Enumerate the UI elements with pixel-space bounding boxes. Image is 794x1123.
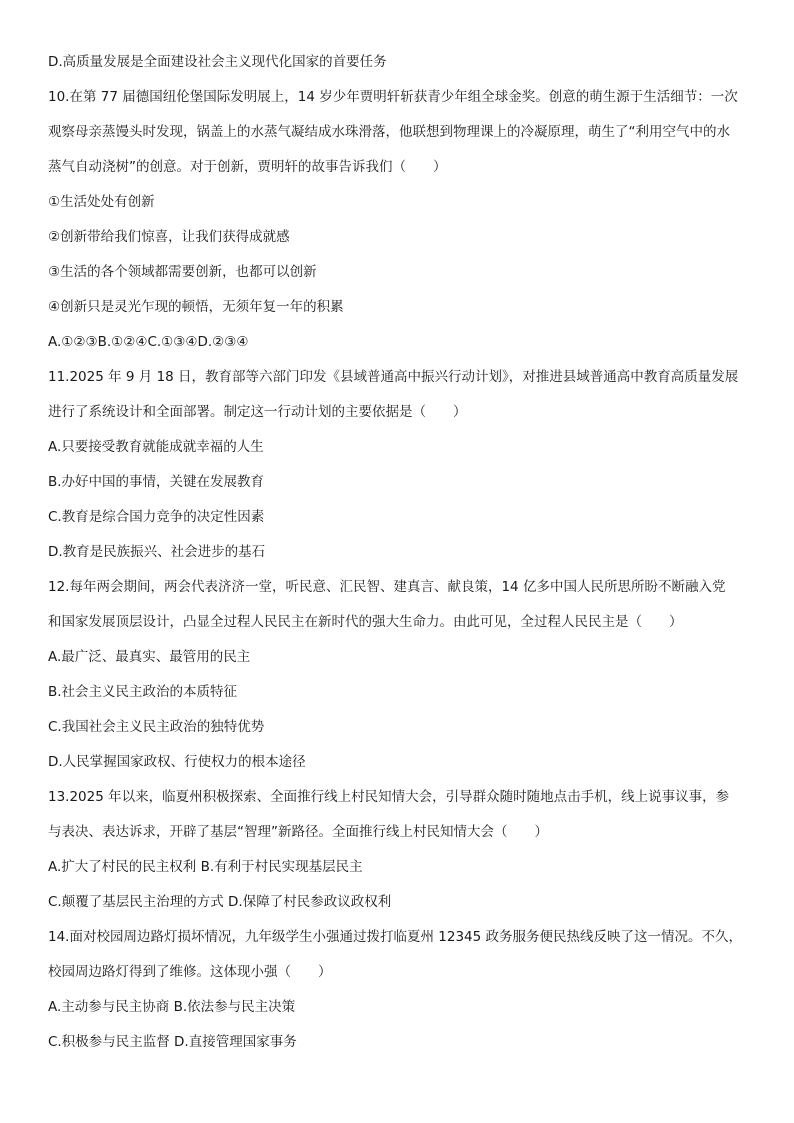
question-11-option-c: C.教育是综合国力竞争的决定性因素 [48, 509, 265, 525]
question-14-stem-line-1: 14.面对校园周边路灯损坏情况，九年级学生小强通过拨打临夏州 12345 政务服务便民热线反映了这一情况。不久， [48, 929, 742, 945]
question-11-option-a: A.只要接受教育就能成就幸福的人生 [48, 439, 264, 455]
question-11-stem-line-1: 11.2025 年 9 月 18 日，教育部等六部门印发《县域普通高中振兴行动计划》，对推进县域普通高中教育高质量发展 [48, 369, 739, 385]
question-10-options: A.①②③B.①②④C.①③④D.②③④ [48, 334, 249, 350]
question-13-options-cd: C.颠覆了基层民主治理的方式 D.保障了村民参政议政权利 [48, 894, 392, 910]
question-11-option-d: D.教育是民族振兴、社会进步的基石 [48, 544, 266, 560]
question-13-options-ab: A.扩大了村民的民主权利 B.有利于村民实现基层民主 [48, 859, 363, 875]
question-12-option-d: D.人民掌握国家政权、行使权力的根本途径 [48, 754, 306, 770]
question-14-options-ab: A.主动参与民主协商 B.依法参与民主决策 [48, 999, 296, 1015]
question-10-statement-1: ①生活处处有创新 [48, 194, 155, 210]
question-10-stem-line-3: 蒸气自动浇树”的创意。对于创新，贾明轩的故事告诉我们（ ） [48, 159, 447, 175]
question-12-option-a: A.最广泛、最真实、最管用的民主 [48, 649, 251, 665]
question-10-stem-line-1: 10.在第 77 届德国纽伦堡国际发明展上，14 岁少年贾明轩斩获青少年组全球金奖。创意的萌生源于生活细节：一次 [48, 89, 738, 105]
question-13-stem-line-1: 13.2025 年以来，临夏州积极探索、全面推行线上村民知情大会，引导群众随时随地点击手机，线上说事议事，参 [48, 789, 730, 805]
question-12-option-c: C.我国社会主义民主政治的独特优势 [48, 719, 265, 735]
question-14-stem-line-2: 校园周边路灯得到了维修。这体现小强（ ） [48, 964, 332, 980]
question-12-stem-line-1: 12.每年两会期间，两会代表济济一堂，听民意、汇民智、建真言、献良策，14 亿多中国人民所思所盼不断融入党 [48, 579, 726, 595]
question-10-statement-2: ②创新带给我们惊喜，让我们获得成就感 [48, 229, 290, 245]
question-11-option-b: B.办好中国的事情，关键在发展教育 [48, 474, 265, 490]
question-13-stem-line-2: 与表决、表达诉求，开辟了基层“智理”新路径。全面推行线上村民知情大会（ ） [48, 824, 548, 840]
question-10-statement-4: ④创新只是灵光乍现的顿悟，无须年复一年的积累 [48, 299, 344, 315]
question-14-options-cd: C.积极参与民主监督 D.直接管理国家事务 [48, 1034, 297, 1050]
question-12-option-b: B.社会主义民主政治的本质特征 [48, 684, 238, 700]
option-d-q9: D.高质量发展是全面建设社会主义现代化国家的首要任务 [48, 54, 387, 70]
question-11-stem-line-2: 进行了系统设计和全面部署。制定这一行动计划的主要依据是（ ） [48, 404, 467, 420]
question-10-stem-line-2: 观察母亲蒸馒头时发现，锅盖上的水蒸气凝结成水珠滑落，他联想到物理课上的冷凝原理，萌生了“利用空气中的水 [48, 124, 730, 140]
question-12-stem-line-2: 和国家发展顶层设计，凸显全过程人民民主在新时代的强大生命力。由此可见，全过程人民民主是（ ） [48, 614, 683, 630]
question-10-statement-3: ③生活的各个领域都需要创新，也都可以创新 [48, 264, 317, 280]
exam-page [48, 52, 748, 1052]
